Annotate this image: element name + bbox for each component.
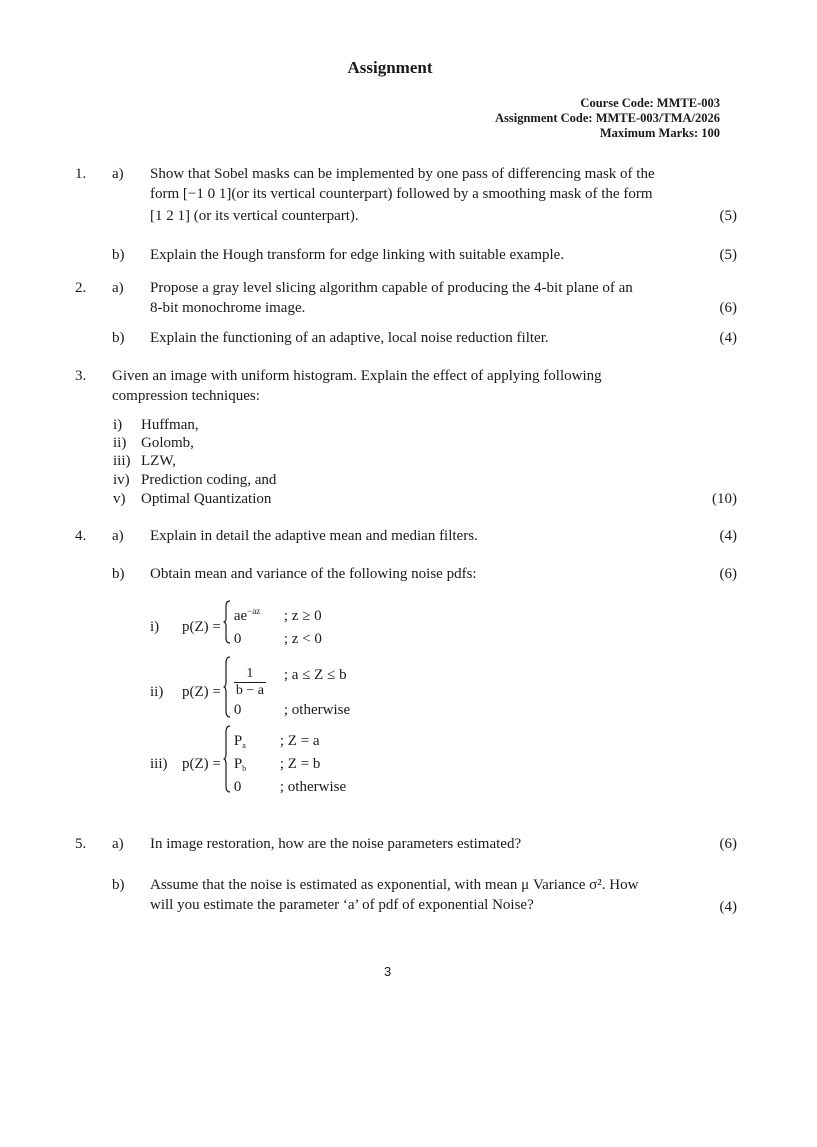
left-brace-icon	[223, 600, 231, 654]
case-condition: ; otherwise	[283, 702, 351, 718]
question-text	[150, 875, 710, 915]
assignment-meta	[495, 96, 720, 141]
marks: (4)	[719, 528, 737, 544]
case-condition: ; z < 0	[283, 630, 322, 647]
question-text: In image restoration, how are the noise parameters estimated?	[150, 836, 522, 852]
text-line: Propose a gray level slicing algorithm capable of producing the 4-bit plane of an	[150, 280, 633, 296]
page-number: 3	[384, 964, 392, 979]
list-item: Prediction coding, and	[141, 472, 277, 488]
equation-lhs: p(Z) =	[182, 619, 221, 635]
case-condition: ; z ≥ 0	[283, 607, 322, 624]
page-title: Assignment	[347, 58, 433, 77]
case-condition: ; Z = b	[279, 756, 321, 772]
equation-impulse-pdf	[150, 725, 346, 803]
case-subscript: a	[242, 741, 246, 750]
question-text: Obtain mean and variance of the following noise pdfs:	[150, 566, 477, 582]
marks: (5)	[719, 247, 737, 263]
question-number: 4.	[75, 528, 87, 544]
text-line: form [−1 0 1](or its vertical counterpart) followed by a smoothing mask of the form	[150, 186, 653, 202]
case-value: 0	[233, 779, 242, 795]
equation-uniform-pdf	[150, 656, 350, 728]
course-code: Course Code: MMTE-003	[580, 96, 720, 110]
marks: (6)	[719, 836, 737, 852]
equation-cases	[234, 604, 322, 650]
case-value	[234, 731, 280, 751]
question-number: 2.	[75, 280, 87, 296]
case-row	[234, 699, 350, 722]
list-label: iii)	[113, 453, 131, 469]
case-value	[234, 606, 284, 626]
marks: (5)	[719, 208, 737, 224]
case-row	[234, 730, 346, 753]
fraction-denominator: b − a	[235, 682, 264, 698]
question-number: 3.	[75, 368, 87, 384]
list-label: v)	[113, 491, 126, 507]
case-row	[234, 753, 346, 776]
left-brace-icon	[223, 656, 231, 728]
list-label: iv)	[113, 472, 130, 488]
fraction-numerator: 1	[246, 665, 254, 681]
text-line: compression techniques:	[112, 388, 260, 404]
list-item: Huffman,	[141, 417, 199, 433]
text-line: 8-bit monochrome image.	[150, 300, 306, 316]
case-row	[234, 776, 346, 799]
case-condition: ; a ≤ Z ≤ b	[283, 666, 347, 683]
question-text: Explain the functioning of an adaptive, local noise reduction filter.	[150, 330, 549, 346]
list-label: ii)	[113, 435, 127, 451]
case-value	[234, 754, 280, 774]
case-row	[234, 627, 322, 650]
part-label: b)	[112, 330, 125, 346]
question-number: 5.	[75, 836, 87, 852]
case-base: ae	[233, 607, 248, 624]
question-text	[150, 164, 705, 226]
text-line: [1 2 1] (or its vertical counterpart).	[150, 208, 359, 224]
text-line: Show that Sobel masks can be implemented by one pass of differencing mask of the	[150, 166, 655, 182]
fraction	[234, 666, 266, 699]
case-value: 0	[233, 702, 242, 718]
part-label: a)	[112, 280, 124, 296]
part-label: b)	[112, 566, 125, 582]
equation-cases	[234, 730, 346, 799]
part-label: a)	[112, 166, 124, 182]
case-value	[234, 663, 284, 699]
equation-label: iii)	[150, 756, 168, 772]
question-text	[150, 278, 705, 318]
part-label: a)	[112, 528, 124, 544]
question-text: Explain in detail the adaptive mean and median filters.	[150, 528, 478, 544]
assignment-code: Assignment Code: MMTE-003/TMA/2026	[495, 111, 720, 125]
left-brace-icon	[223, 725, 231, 803]
list-label: i)	[113, 417, 123, 433]
question-number: 1.	[75, 166, 87, 182]
marks: (6)	[719, 566, 737, 582]
case-base: P	[233, 733, 243, 749]
question-text	[112, 366, 702, 406]
equation-label: i)	[150, 619, 160, 635]
marks: (10)	[712, 491, 737, 507]
part-label: a)	[112, 836, 124, 852]
marks: (4)	[719, 899, 737, 915]
equation-lhs: p(Z) =	[182, 684, 221, 700]
equation-label: ii)	[150, 684, 164, 700]
marks: (4)	[719, 330, 737, 346]
marks: (6)	[719, 300, 737, 316]
case-exponent: −az	[247, 605, 261, 616]
case-value: 0	[233, 630, 242, 647]
text-line: Given an image with uniform histogram. Explain the effect of applying following	[112, 368, 602, 384]
case-row	[234, 663, 350, 699]
list-item: LZW,	[141, 453, 176, 469]
case-row	[234, 604, 322, 627]
list-item: Optimal Quantization	[141, 491, 272, 507]
equation-lhs: p(Z) =	[182, 756, 221, 772]
case-condition: ; Z = a	[279, 733, 320, 749]
equation-cases	[234, 663, 350, 722]
question-text: Explain the Hough transform for edge linking with suitable example.	[150, 247, 565, 263]
list-item: Golomb,	[141, 435, 194, 451]
part-label: b)	[112, 877, 125, 893]
equation-exponential-pdf	[150, 600, 322, 654]
part-label: b)	[112, 247, 125, 263]
case-subscript: b	[242, 764, 247, 773]
text-line: Assume that the noise is estimated as exponential, with mean μ Variance σ². How	[150, 877, 639, 893]
case-condition: ; otherwise	[279, 779, 347, 795]
case-base: P	[233, 756, 243, 772]
text-line: will you estimate the parameter ‘a’ of pdf of exponential Noise?	[150, 897, 534, 913]
maximum-marks: Maximum Marks: 100	[599, 126, 720, 140]
